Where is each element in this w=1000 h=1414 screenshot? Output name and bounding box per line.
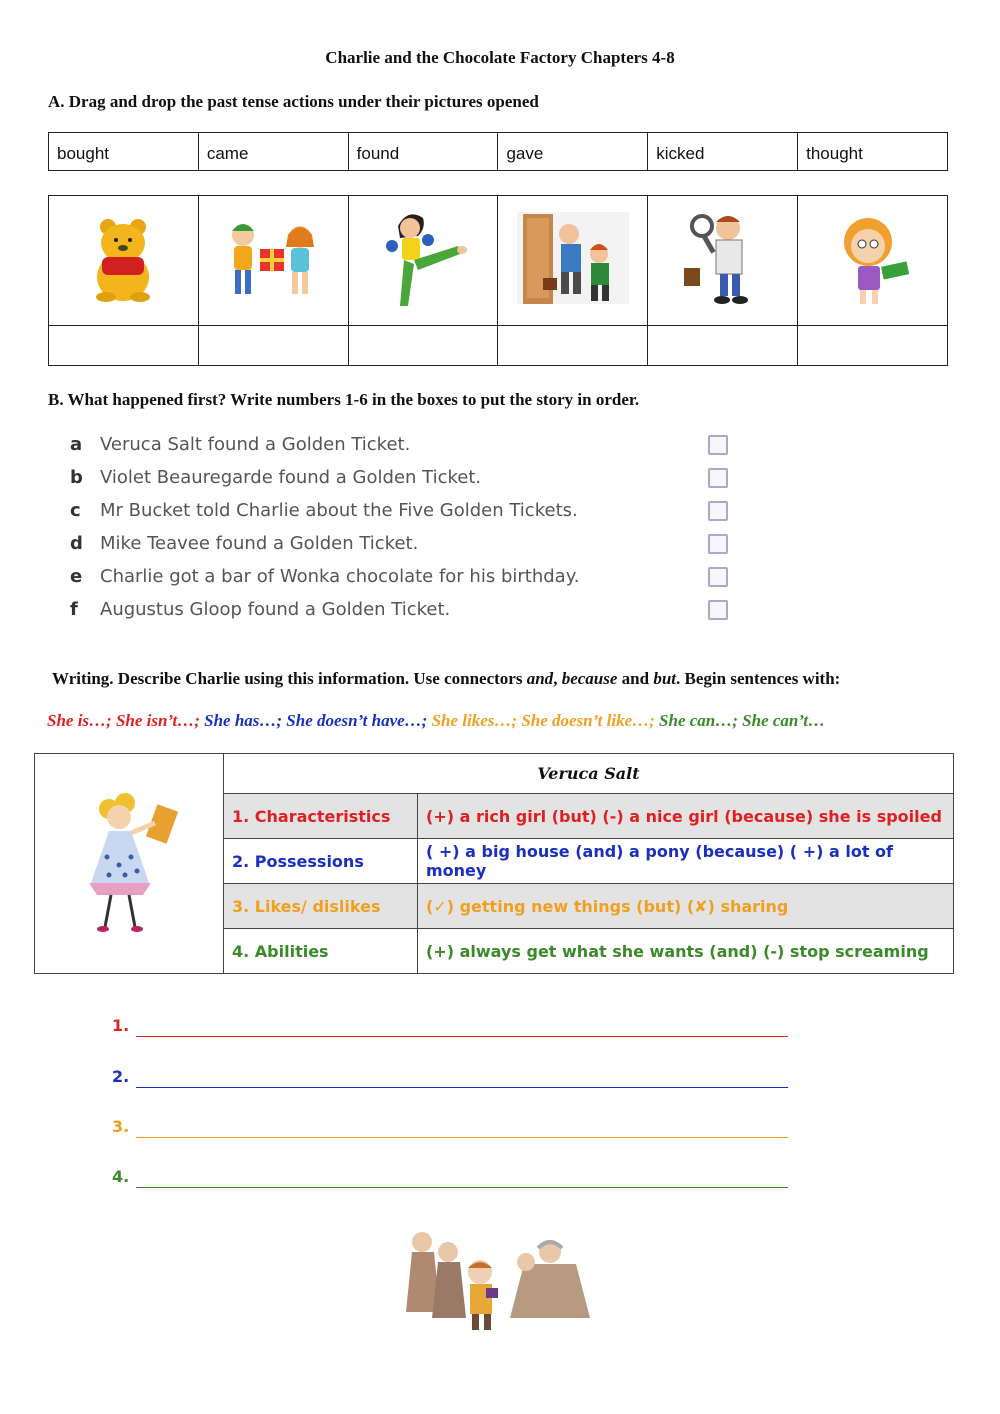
section-a-heading: A. Drag and drop the past tense actions under their pictures opened — [48, 92, 539, 111]
item-text: Violet Beauregarde found a Golden Ticket. — [100, 467, 482, 488]
detective-searching-icon — [678, 208, 768, 308]
drop-target[interactable] — [348, 326, 498, 366]
bear-thinking-icon — [88, 213, 158, 303]
connector-and: and — [526, 669, 554, 688]
word-tile[interactable]: gave — [498, 133, 648, 171]
order-box[interactable] — [708, 435, 728, 455]
girl-buying-icon — [828, 208, 918, 308]
picture-cell — [348, 196, 498, 326]
veruca-picture-cell — [35, 754, 224, 974]
line-number: 4. — [112, 1167, 130, 1186]
writing-heading — [52, 669, 840, 689]
line-rule — [136, 1137, 788, 1138]
drop-target[interactable] — [648, 326, 798, 366]
section-b-heading: B. What happened first? Write numbers 1-6 in the boxes to put the story in order. — [48, 390, 640, 409]
row-value: ( +) a big house (and) a pony (because) ( +) a lot of money — [418, 839, 954, 884]
item-text: Mike Teavee found a Golden Ticket. — [100, 533, 419, 554]
item-text: Augustus Gloop found a Golden Ticket. — [100, 599, 451, 620]
item-text: Mr Bucket told Charlie about the Five Golden Tickets. — [100, 500, 578, 521]
list-item — [66, 430, 746, 463]
item-letter: a — [70, 434, 83, 455]
story-order-list — [66, 430, 746, 628]
row-value: (+) always get what she wants (and) (-) stop screaming — [418, 929, 954, 974]
drop-target[interactable] — [198, 326, 348, 366]
line-rule — [136, 1036, 788, 1037]
grandparents-illustration-icon — [400, 1222, 600, 1332]
starter-characteristics: She is…; She isn’t…; — [47, 711, 205, 730]
writing-comma: , — [553, 669, 562, 688]
list-item — [66, 463, 746, 496]
line-number: 3. — [112, 1117, 130, 1136]
item-letter: f — [70, 599, 78, 620]
writing-and: and — [617, 669, 654, 688]
list-item — [66, 529, 746, 562]
item-letter: c — [70, 500, 81, 521]
row-label: 4. Abilities — [224, 929, 418, 974]
row-value: (✓) getting new things (but) (✘) sharing — [418, 884, 954, 929]
writing-outro: . Begin sentences with: — [676, 669, 841, 688]
starter-possessions: She has…; She doesn’t have…; — [204, 711, 432, 730]
connector-but: but — [653, 669, 677, 688]
line-rule — [136, 1087, 788, 1088]
word-bank — [48, 132, 948, 171]
list-item — [66, 595, 746, 628]
item-letter: e — [70, 566, 83, 587]
item-letter: b — [70, 467, 83, 488]
row-value: (+) a rich girl (but) (-) a nice girl (because) she is spoiled — [418, 794, 954, 839]
veruca-table — [34, 753, 954, 974]
connector-because: because — [561, 669, 618, 688]
list-item — [66, 496, 746, 529]
sentence-starters — [47, 711, 825, 731]
writing-intro: Writing. Describe Charlie using this information. Use connectors — [52, 669, 527, 688]
word-tile[interactable]: came — [198, 133, 348, 171]
row-label: 3. Likes/ dislikes — [224, 884, 418, 929]
picture-cell — [49, 196, 199, 326]
starter-abilities: She can…; She can’t… — [659, 711, 826, 730]
word-tile[interactable]: kicked — [648, 133, 798, 171]
page-title: Charlie and the Chocolate Factory Chapters 4-8 — [325, 48, 675, 67]
item-text: Charlie got a bar of Wonka chocolate for his birthday. — [100, 566, 580, 587]
order-box[interactable] — [708, 501, 728, 521]
picture-cell — [198, 196, 348, 326]
order-box[interactable] — [708, 468, 728, 488]
row-label: 2. Possessions — [224, 839, 418, 884]
list-item — [66, 562, 746, 595]
girl-kicking-icon — [378, 206, 468, 311]
picture-cell — [798, 196, 948, 326]
order-box[interactable] — [708, 600, 728, 620]
veruca-name: Veruca Salt — [224, 754, 954, 794]
word-tile[interactable]: thought — [798, 133, 948, 171]
item-letter: d — [70, 533, 83, 554]
line-number: 1. — [112, 1016, 130, 1035]
picture-table — [48, 195, 948, 366]
item-text: Veruca Salt found a Golden Ticket. — [100, 434, 411, 455]
drop-target[interactable] — [798, 326, 948, 366]
man-coming-in-icon — [513, 208, 633, 308]
line-rule — [136, 1187, 788, 1188]
picture-cell — [648, 196, 798, 326]
line-number: 2. — [112, 1067, 130, 1086]
veruca-salt-icon — [69, 787, 189, 937]
order-box[interactable] — [708, 534, 728, 554]
picture-cell — [498, 196, 648, 326]
drop-target[interactable] — [49, 326, 199, 366]
word-tile[interactable]: bought — [49, 133, 199, 171]
drop-target[interactable] — [498, 326, 648, 366]
row-label: 1. Characteristics — [224, 794, 418, 839]
order-box[interactable] — [708, 567, 728, 587]
starter-likes: She likes…; She doesn’t like…; — [431, 711, 660, 730]
kids-gift-icon — [218, 213, 328, 303]
word-tile[interactable]: found — [348, 133, 498, 171]
